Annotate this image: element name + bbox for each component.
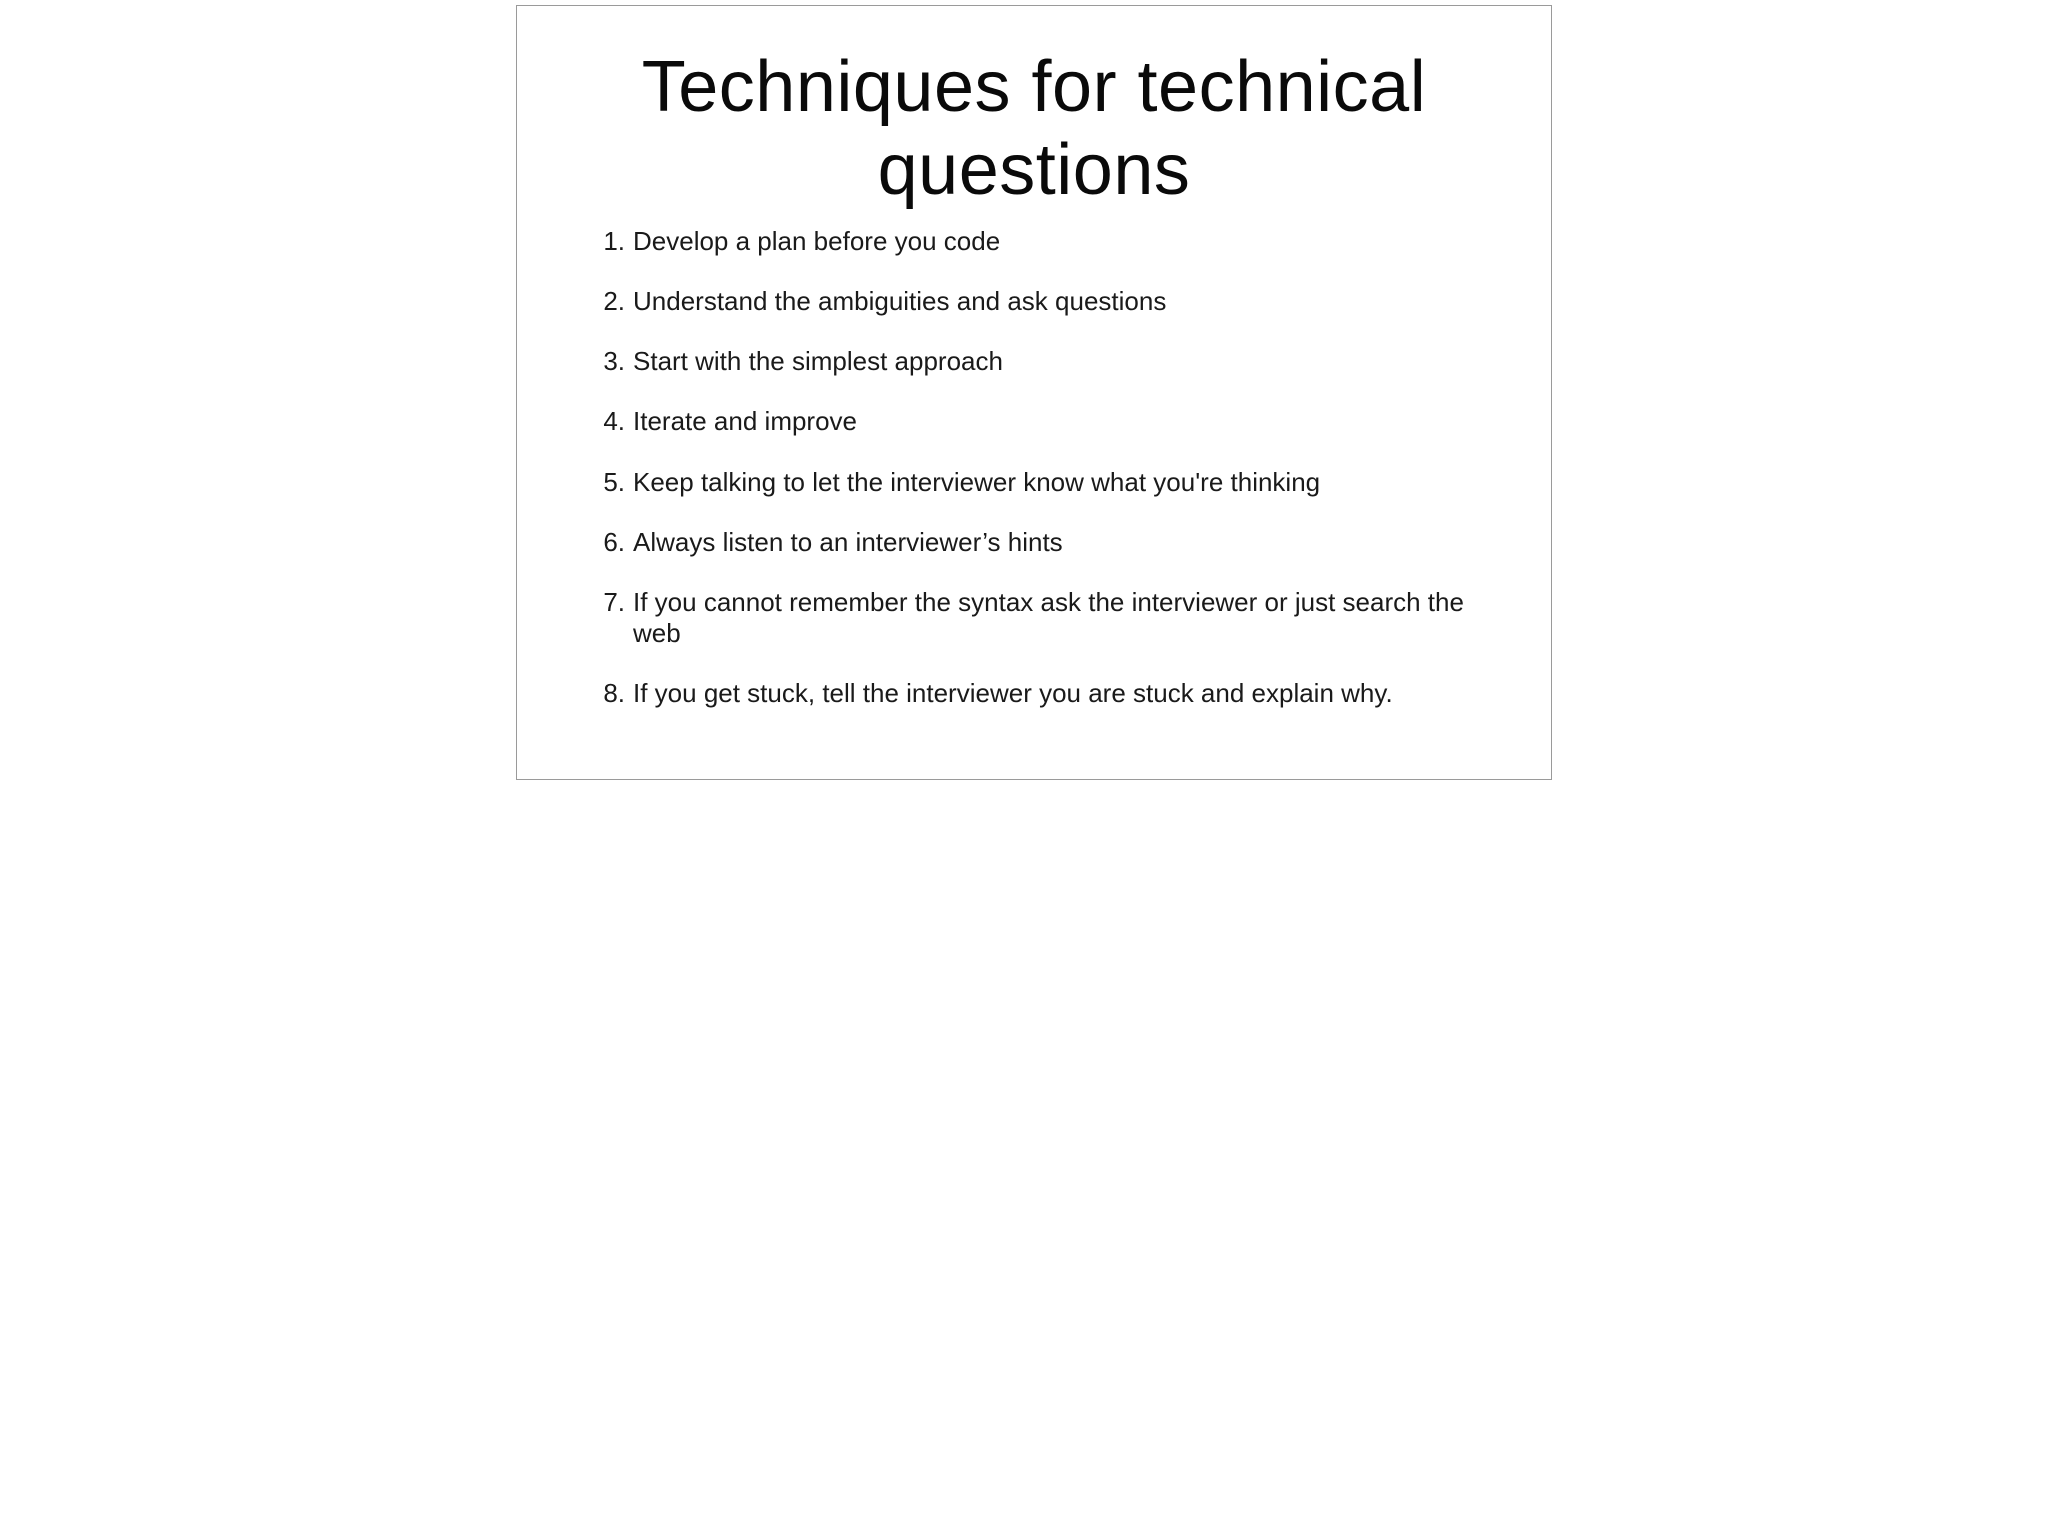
list-item [597, 467, 1320, 498]
list-item [597, 406, 857, 437]
list-item-number: 1. [603, 226, 625, 256]
list-item-number: 5. [603, 467, 625, 497]
list-item-text: Start with the simplest approach [633, 346, 1003, 376]
list-item-number: 7. [603, 587, 625, 617]
slide [516, 5, 1552, 780]
list-item-text: If you cannot remember the syntax ask the interviewer or just search the web [633, 587, 1464, 648]
list-item [597, 226, 1000, 257]
list-item-text: Develop a plan before you code [633, 226, 1001, 256]
slide-title: Techniques for technical questions [641, 47, 1427, 210]
list-item [597, 346, 1003, 377]
list-item-number: 4. [603, 406, 625, 436]
list-item-text: Iterate and improve [633, 406, 858, 436]
list-item-text: Keep talking to let the interviewer know what you're thinking [633, 467, 1321, 497]
list-item-number: 2. [603, 286, 625, 316]
list-item [597, 678, 1393, 709]
list-item [597, 527, 1063, 558]
list-item [597, 286, 1166, 317]
list-item-number: 8. [603, 678, 625, 708]
list-item [597, 587, 1497, 649]
list-item-text: Understand the ambiguities and ask questions [633, 286, 1167, 316]
list-item-text: If you get stuck, tell the interviewer you are stuck and explain why. [633, 678, 1393, 708]
list-item-number: 6. [603, 527, 625, 557]
list-item-number: 3. [603, 346, 625, 376]
list-item-text: Always listen to an interviewer’s hints [633, 527, 1063, 557]
